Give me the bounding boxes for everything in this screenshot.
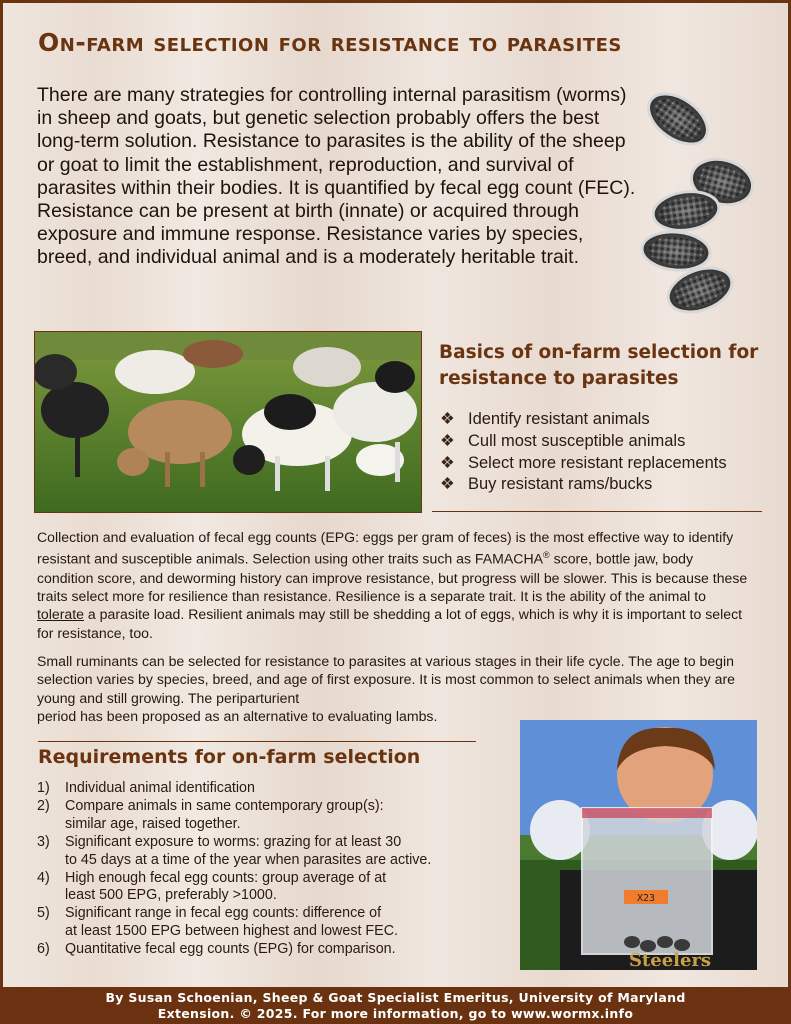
- divider: [38, 741, 476, 742]
- footer: [0, 987, 791, 1024]
- list-item: [440, 474, 727, 496]
- egg-1: [639, 86, 716, 154]
- requirements-heading: Requirements for on-farm selection: [38, 746, 421, 768]
- left-border: [0, 0, 3, 1024]
- shirt-text: Steelers: [628, 950, 712, 970]
- goats-grazing-photo: [34, 331, 422, 513]
- list-item: 4) High enough fecal egg counts: group average of at least 500 EPG, preferably >1000.: [37, 869, 387, 904]
- bullet-diamond-icon: ❖: [440, 475, 455, 494]
- bag-label-text: X23: [636, 893, 656, 904]
- list-item-text: Cull most susceptible animals: [468, 431, 686, 450]
- selection-age-paragraph: Small ruminants can be selected for resistance to parasites at various stages in their life cycle. The age to begin selection varies by species, breed, and age of first exposure. It is most common to select animals when they are young and still growing. The periparturient period has been proposed as an alternative to evaluating lambs.: [37, 653, 735, 725]
- bullet-diamond-icon: ❖: [440, 431, 455, 450]
- bullet-diamond-icon: ❖: [440, 410, 455, 428]
- list-item: 3) Significant exposure to worms: grazing for at least 30 to 45 days at a time of the year when parasites are active.: [37, 833, 432, 868]
- underlined-word: tolerate: [37, 606, 85, 623]
- list-item: [440, 431, 727, 453]
- list-item: 5) Significant range in fecal egg counts: difference of at least 1500 EPG between highest and lowest FEC.: [37, 905, 398, 940]
- bullet-diamond-icon: ❖: [440, 453, 455, 472]
- intro-paragraph: There are many strategies for controlling internal parasitism (worms) in sheep and goats, but genetic selection probably offers the best long-term solution. Resistance to parasites is the ability of the sheep or goat to limit the establishment, reproduction, and survival of parasites within their bodies. It is quantified by fecal egg count (FEC). Resistance can be present at birth (innate) or acquired through exposure and immune response. Resistance varies by species, breed, and individual animal and is a moderately heritable trait.: [37, 84, 636, 269]
- list-item: 1) Individual animal identification: [37, 780, 255, 796]
- list-item: 6) Quantitative fecal egg counts (EPG) for comparison.: [37, 941, 396, 958]
- fec-paragraph: Collection and evaluation of fecal egg counts (EPG: eggs per gram of feces) is the most effective way to identify resistant and susceptible animals. Selection using other traits such as FAMACHA® score, bottle jaw, body condition score, and deworming history can improve resistance, but progress will be slower. This is because these traits select more for resilience than resistance. Resilience is a separate trait. It is the ability of the animal to tolerate a parasite load. Resilient animals may still be shedding a lot of eggs, which is why it is important to select for resistance, too.: [37, 529, 748, 641]
- egg-4: [640, 229, 711, 273]
- page-title: On-farm selection for resistance to parasites: [38, 28, 622, 57]
- registered-mark: ®: [543, 550, 550, 561]
- egg-3: [651, 188, 722, 235]
- basics-heading: Basics of on-farm selection for resistance to parasites: [439, 342, 759, 389]
- student-sample-bag-photo: [520, 720, 757, 970]
- list-item-text: Identify resistant animals: [468, 410, 650, 428]
- list-item: [440, 453, 727, 475]
- divider: [432, 511, 762, 512]
- list-item: 2) Compare animals in same contemporary group(s): similar age, raised together.: [37, 797, 384, 832]
- list-item: [440, 409, 727, 431]
- footer-line-1: By Susan Schoenian, Sheep & Goat Specialist Emeritus, University of Maryland: [105, 990, 686, 1005]
- requirements-list: [37, 780, 517, 959]
- parasite-eggs-image: [636, 86, 766, 316]
- list-item-text: Select more resistant replacements: [468, 453, 727, 472]
- footer-line-2: Extension. © 2025. For more information, go to www.wormx.info: [157, 1006, 634, 1021]
- list-item-text: Buy resistant rams/bucks: [468, 475, 653, 494]
- basics-list: [440, 409, 727, 496]
- top-border: [0, 0, 791, 3]
